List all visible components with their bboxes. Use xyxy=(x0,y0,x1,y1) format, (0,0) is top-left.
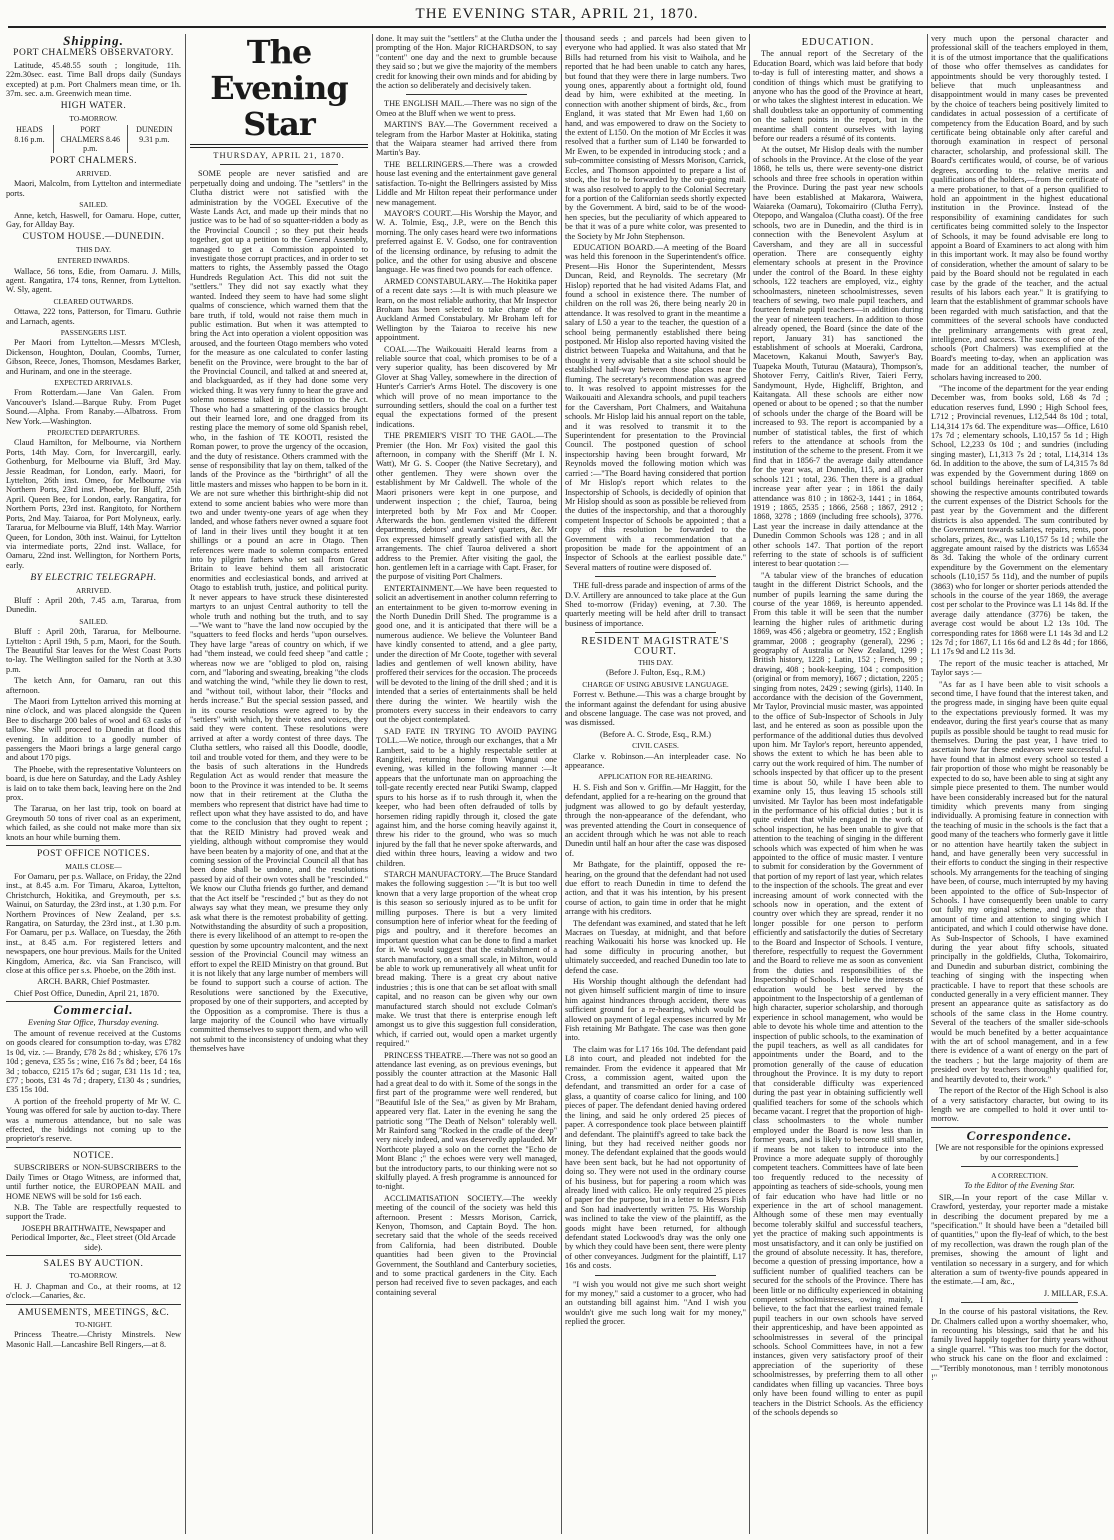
custom-house-heading: CUSTOM HOUSE.—DUNEDIN. xyxy=(22,232,165,243)
passengers-text: Per Maori from Lyttelton.—Messrs M'Clesh, Dickenson, Houghton, Doulan, Coombs, Turner, Gibson, Reece, Jones, Thomson, Mesdames Barker, and Hurinam, and one in the steerage. xyxy=(6,338,181,376)
education-p2: At the outset, Mr Hislop deals with the number of schools in the Province. At the close of the year 1868, he tells us, there were seventy-one district schools and three free schools in operation within the Province. During the past year new schools have been established at Makarora, Waiwera, Waiareka (Oamaru), Tokomairiro (Clutha Ferry), Otepopo, and Wangaloa (Clutha coast). Of the free schools, two are in Dunedin, and the third is in connection with the Benevolent Asylum at Caversham, and they are all in successful operation. There are consequently eighty elementary schools at present in the Province under the control of the Board. In these eighty schools, 122 teachers are employed, viz., eighty schoolmasters, nineteen schoolmistresses, seven teachers of sewing, two male pupil teachers, and fourteen female pupil teachers—in addition during the year of nineteen teachers. In addition to those already opened, the Board (since the date of the report, January 31) has sanctioned the establishment of schools at Moeraki, Cardrona, Macetown, Kakanui Mouth, Sawyer's Bay, Tuapeka Mouth, Tuturau (Mataura), Thompson's, Shotover Ferry, Caitlin's River, Taieri Ferry, Sandymount, Hyde, Highcliff, Brighton, and Kaitangata. All these schools are either now opened or about to be opened ; so that the number of schools under the charge of the Board will be increased to 93. The report is accompanied by a number of statistical tables, the first of which refers to the attendance at schools from the institution of the scheme to the present. From it we find that in 1856-7 the average daily attendance for the year was, at Dunedin, 115, and all other schools 121 ; total, 236. Then there is a gradual increase year after year ; in 1861 the daily attendance was 810 ; in 1862-3, 1441 ; in 1864, 1919 ; 1865, 2535 ; 1866, 2568 ; 1867, 2912 ; 1868, 3278 ; 1869 (including free schools), 3776. Last year the increase in daily attendance at the Dunedin Common Schools was 128 ; and in all other schools 147. That portion of the report referring to the state of schools is of sufficient interest to bear quotation :— xyxy=(753,145,923,569)
post-signature: ARCH. BARR, Chief Postmaster. xyxy=(37,977,150,987)
court-case-1: Forrest v. Bethune.—This was a charge brought by the informant against the defendant for using abusive and obscene language. The case was not proved, and was dismissed. xyxy=(565,690,746,728)
rehearing-label: APPLICATION FOR RE-HEARING. xyxy=(598,772,713,782)
court-day: THIS DAY. xyxy=(637,658,673,667)
phoebe-text: The Phoebe, with the representative Volunteers on board, is due here on Saturday, and the Lady Ashley is laid on to take them back, leaving here on the 2nd prox. xyxy=(6,764,181,803)
tide-port-chalmers: PORT CHALMERS 8.46 p.m. xyxy=(54,125,128,153)
education-rector: The report of the Rector of the High School is also of a very satisfactory character, but owing to its length we are compelled to hold it over until to-morrow. xyxy=(931,1086,1108,1124)
notice-signature: JOSEPH BRAITHWAITE, Newspaper and Periodical Importer, &c., Fleet street (Old Arcade side). xyxy=(11,1223,176,1252)
divider xyxy=(961,1166,1078,1167)
news-coal: COAL.—The Waikouaiti Herald learns from a reliable source that coal, which promises to be of a very superior quality, has been discovered by Mr Glover at Shag Valley, somewhere in the direction of Hunter's Carrier's Arms Hotel. The discovery is one which will prove of no mean importance to the surrounding settlers, should the coal on a further test equal the expectations formed of the present indications. xyxy=(376,344,557,429)
leader-article: SOME people are never satisfied and are perpetually doing and undoing. The "settlers" in the Clutha district were not satisfied with the administration by the VOGEL Executive of the Waste Lands Act, and made up their minds that no justice was to be had of so squatter-ridden a body as the Provincial Council ; so they put their heads together, got up a petition to the General Assembly, managed to get a Commission appointed to investigate those corrupt practices, and in order to set matters to rights, the Assembly passed the Otago Hundreds Regulation Act. This did not suit the "settlers." They did not say exactly what they wanted. Indeed they seem to have had some slight qualms of conscience, which warned them that the bare truth, if told, would not raise them much in public estimation. But when it was attempted to bring the Act into operation a violent opposition was aroused, and the fourteen Otago members who voted for the measure as one calculated to confer lasting benefit on the Province, were brought to the bar of the Provincial Council, and talked at and sneered at, and blackguarded, as if they had done some very wicked thing. It was very funny to hear the grave and solemn nonsense talked in opposition to the Act. Those who had a smattering of the classics brought out their learned lore, and one dragged from its resting place the memory of some old Spanish rebel, who, in the fashion of TE KOOTI, resisted the Roman power, to prove the urgency of the occasion, and the duty of resistance. Others crammed with the sense of responsibility that lay on them, talked of the lands of the Province as the "birthright" of all the little masters and misses who happen to be born in it. We are not sure whether this birthright-ship did not extend to some ancient babies who were more than two and under twenty-one years of age when they landed, and whose fathers never owned a square foot of land in their lives until they bought it at ten shillings or a pound an acre in Otago. Then references were made to solemn compacts entered into by pilgrim fathers who set sail from Great Britain to leave behind them all aristocratic enormities and ecclesiastical bonds, and arrived at Otago to establish truth, justice, and political purity. It never appears to have struck these disinterested martyrs to an unjust Central authority to tell the whole truth and nothing but the truth, and to say—"We want to "have the land now occupied by the "squatters to feed flocks and herds "upon ourselves. They have large "areas of country on which, if we had "them instead, we could feed sheep "and cattle ; whereas now we are "obliged to plod on, raising corn, and "laboring and sweating, breaking "the clods and watching the wind, "while they lie down to rest, and "without toil, without labor, their "flocks and herds increase." But the special session passed, and in its course resolutions were agreed to by the "settlers" with which, by their votes and voices, they said they were content. These resolutions were arrived at after a wordy contest of three days. The Clutha settlers, who raised all this Doodle, doodle, toil and trouble voted for them, and they were to be the basis of such alterations in the Hundreds Regulation Act as would render that measure the boon to the Province it was intended to be. It seems now that in their retirement at the Clutha the members who represent that district have had time to reflect upon what they have assisted to do, and have come to the conclusion that they ought to repent ; that the REID Ministry had proved weak and yielding, although without compromise they would have been beaten by a majority of one, and that at the coming session of the Provincial Council all that has been done shall be undone, and the resolutions passed by aid of their own votes shall be "rescinded." We know our Clutha friends go further, and demand that the Act itself be "rescinded ;" but as they do not always say what they mean, we presume they only ask what there is the remotest probability of getting. Notwithstanding the absurdity of such a proposition, there is every likelihood of an attempt to re-open the question by some upcountry malcontent, and the next session of the Provincial Council may witness an effort to expel the REID Ministry on that ground. But it is not likely that any large number of members will be found to support such a course of action. The Resolutions were sanctioned by the Executive, proposed by one of their supporters, and accepted by the Opposition as a compromise. There is thus a large majority of the Council who have virtually committed themselves to support them, and who will not submit to the inconsistency of undoing what they themselves have xyxy=(190,169,368,1054)
projected-text: Claud Hamilton, for Melbourne, via Northern Ports, 14th May. Corn, for Invercargill, early. Gothenburg, for Melbourne via Bluff, 3rd May. Jessie Readman, for London, early. Maori, for Lyttelton, 26th inst. Omeo, for Melbourne via Northern Ports, 23rd inst. Phoebe, for Bluff, 25th April. Queen Bee, for London, early. Rangatira, for Northern Ports, 23rd inst. Rangitoto, for Northern Ports, 2nd May. Taiaroa, for Port Molyneux, early. Tararua, for Melbourne via Bluff, 14th May. Warrior Queen, for London, 30th inst. Wainui, for Lyttelton via intermediate ports, 22nd inst. Wallace, for Oamaru, 22nd inst. Wellington, for Northern Ports, early. xyxy=(6,438,181,570)
court-case-2: Clarke v. Robinson.—An interpleader case. No appearance. xyxy=(565,751,746,771)
column-board-court xyxy=(565,34,746,1534)
education-p3: "A tabular view of the branches of education taught in the different District Schools, and the number of pupils learning the same during the course of the year 1869, is hereunto appended. From this table it will be seen that the number learning the higher rules of arithmetic during 1869, was 456 ; algebra or geometry, 152 ; English grammar, 2008 ; geography (general), 2296 ; geography of Australia or New Zealand, 1299 ; British history, 1228 ; Latin, 152 ; French, 99 ; drawing, 408 ; book-keeping, 104 ; composition (original or from memory), 1667 ; dictation, 2205 ; singing from notes, 2429 ; sewing (girls), 1140. In accordance with the decision of the Government, Mr Taylor, Provincial music master, was appointed to the office of Sub-Inspector of Schools in July last, and he entered as soon as possible upon the performance of the additional duties thus devolved upon him. Mr Taylor's report, hereunto appended, shows the extent to which he has been able to carry out the work required of him. The number of schools inspected by that officer up to the present time is about 50, while I have been able to examine only 15, thus leaving 15 schools still unvisited. Mr Taylor has been most indefatigable in the performance of his official duties ; but it is quite evident that while engaged in the work of school inspection, he has been unable to give that attention to the teaching of singing in the different schools which was expected of him when he was appointed to the office of music master. I venture to submit for consideration by the Government of that portion of my report of last year, which relates to the inspection of the schools. The great and ever increasing amount of work connected with the schools now in operation, and the extent of country over which they are spread, render it no longer possible for one person to perform efficiently and satisfactorily the duties of Secretary to the Board and Inspector of Schools. I venture, therefore, respectfully to request the Government and the Board to relieve me as soon as convenient from the duties and responsibilities of the Inspectorship of Schools. I believe the interests of education would be best served by the appointment to the Inspectorship of a gentleman of high character, superior scholarship, and thorough experience in school management, who would be able to devote his whole time and attention to the inspection of public schools, to the examination of the pupil teachers, as well as all candidates for appointments under the Board, and to the promotion generally of the cause of education throughout the Province. It is my duty to report that considerable difficulty was experienced during the past year in obtaining sufficiently well qualified teachers for some of the schools which became vacant. I regret that the proportion of high-class schoolmasters to the whole number employed under the Board is now less than in former years, and is likely to become still smaller, if means be not taken to introduce into the Province a more adequate supply of thoroughly competent teachers. Committees have of late been too frequently reduced to the necessity of appointing as teachers of side-schools, young men of fair education who have had little or no experience in the art of school management. Although some of these men may eventually become tolerably skilful and successful teachers, yet the practice of making such appointments is most unsatisfactory, and it can only be justified on the ground of absolute necessity. It has, therefore, become a question of pressing importance, how a sufficient number of qualified teachers can be secured for the schools of the Province. There has been little or no difficulty experienced in obtaining competent schoolmistresses, owing mainly, I believe, to the fact that the earliest trained female pupil teachers in our own schools have served their apprenticeship, and have been appointed as schoolmistresses in several of the principal schools. School Committees have, in not a few instances, given very satisfactory proof of their appreciation of the superiority of these schoolmistresses, by preferring them to all other candidates when filling up vacancies. Three boys only have been found willing to enter as pupil teachers in the District Schools. As the efficiency of the schools depends so xyxy=(753,570,923,1417)
commercial-heading: Commercial. xyxy=(53,1002,134,1018)
court-before-1: (Before J. Fulton, Esq., R.M.) xyxy=(605,668,706,678)
education-continuation: very much upon the personal character and professional skill of the teachers employed in them, it is of the utmost importance that the qualifications of those who offer themselves as candidates for appointments should be very thoroughly tested. I believe that much unpleasantness and disappointment would in many cases be prevented by the choice of teachers being positively limited to candidates in actual possession of a certificate of competency from the Education Board, and by such certificate being obtainable only after careful and thorough examination in respect of personal character, scholarship, and professional skill. The Board's certificates would, of course, be of various degrees, according to the relative merits and qualifications of the holders,—from the certificate of a mere probationer, to that of a person qualified to hold an appointment in the highest educational institution in the Province. Instead of the responsibility of examining candidates for such certificates being committed solely to the Inspector of Schools, it may be found advisable ere long to appoint a Board of Examiners to act along with him in this important work. It may also be found worthy of consideration, whether the amount of salary to be paid by the Board should not be regulated in each case by the grade of the teacher, and the actual results of his labors each year." It is gratifying to learn that the establishment of grammar schools have been regarded with much satisfaction, and that the committees of the several schools have conducted the preliminary arrangements with great zeal, intelligence, and success. The success of one of the schools (Port Chalmers) was exemplified at the Board's meeting to-day, when an application was made for an additional teacher, the number of scholars having increased to 200. xyxy=(931,34,1108,382)
news-english-mail: THE ENGLISH MAIL.—There was no sign of the Omeo at the Bluff when we went to press. xyxy=(376,99,557,118)
auction-tomorrow-label: TO-MORROW. xyxy=(69,1271,118,1281)
leader-continuation: done. It may suit the "settlers" at the Clutha under the prompting of the Hon. Major RICHARDSON, to say "content" one day and the next to grumble because they said so ; but we give the majority of the members credit for knowing their own minds and for abiding by the action so deliberately and decisively taken. xyxy=(376,34,557,91)
divider xyxy=(595,1275,716,1276)
news-martins-bay: MARTIN'S BAY.—The Government received a telegram from the Harbor Master at Hokitika, stating that the Waipara steamer had arrived there from Martin's Bay. xyxy=(376,120,557,158)
projected-label: PROJECTED DEPARTURES. xyxy=(47,428,140,438)
logo-rule xyxy=(190,144,368,148)
leader-dateline: THURSDAY, APRIL 21, 1870. xyxy=(213,150,345,160)
ketch-text: The ketch Ann, for Oamaru, ran out this afternoon. xyxy=(6,676,181,695)
grocer-anecdote: "I wish you would not give me such short weight for my money," said a customer to a grocer, who had an outstanding bill against him. "And I wish you wouldn't give me such long wait for my money," replied the grocer. xyxy=(565,1279,746,1327)
shipping-heading: Shipping. xyxy=(63,34,124,48)
newspaper-header-title: THE EVENING STAR, APRIL 21, 1870. xyxy=(415,6,699,22)
news-premier-visit: THE PREMIER'S VISIT TO THE GAOL.—The Premier (the Hon. Mr Fox) visited the gaol this afternoon, in company with the Sheriff (Mr I. N. Watt), Mr G. S. Cooper (the Native Secretary), and other gentlemen. They were shown over the establishment by Mr Caldwell. The whole of the Maori prisoners were kept in one purpose, and underwent inspection ; the chief, Tauroa, being interpreted both by Mr Fox and Mr Cooper. Afterwards the hon. gentlemen visited the different departments, debtors' and warders' quarters, &c. Mr Fox expressed himself greatly satisfied with all the arrangements. The chief Tauroa delivered a short address to the Premier. After visiting the gaol, the hon. gentlemen left in a carriage with Capt. Fraser, for the purpose of visiting Port Chalmers. xyxy=(376,431,557,582)
divider xyxy=(6,845,181,846)
court-case-5: The defendant was examined, and stated that he left Macraes on Tuesday, at midnight, and that before reaching Waikouaiti his horse was knocked up. He had some difficulty in procuring another, but ultimately succeeded, and reached Dunedin too late to defend the case. xyxy=(565,918,746,975)
divider xyxy=(6,1255,181,1256)
entered-label: ENTERED INWARDS. xyxy=(57,256,130,266)
auction-text: H. J. Chapman and Co., at their rooms, at 12 o'clock.—Canaries, &c. xyxy=(6,1281,181,1301)
divider xyxy=(6,1304,181,1305)
education-p1: The annual report of the Secretary of the Education Board, which was laid before that body to-day is full of interesting matter, and shows a condition of things which must be gratifying to anyone who has the good of the Province at heart, or who takes the slightest interest in education. We shall doubtless take an opportunity of commenting on the salient points in the report, but in the meantime shall content ourselves with laying before our readers a résumé of its contents. xyxy=(753,49,923,144)
observatory-heading: PORT CHALMERS OBSERVATORY. xyxy=(13,48,174,59)
correction-letter: SIR,—In your report of the case Millar v. Crawford, yesterday, your reporter made a mistake in describing the document prepared by me a "specification." It should have been a "detailed bill of quantities," upon the fly-leaf of which, to the best of my recollection, was drawn the rough plan of the premises, showing the amount of light and ventilation so necessary in a surgery, and for which alteration a sum of twenty-five pounds appeared in the estimate.—I am, &c., xyxy=(931,1192,1108,1287)
column-shipping xyxy=(6,34,181,1534)
post-office-heading: POST OFFICE NOTICES. xyxy=(36,849,151,860)
telegraph-heading: BY ELECTRIC TELEGRAPH. xyxy=(30,573,157,584)
news-toll: SAD FATE IN TRYING TO AVOID PAYING TOLL.—We notice, through our exchanges, that a Mr Lambert, said to be a highly respectable settler at Rangitikei, returning home from Wanganui one evening, was killed in the following manner :—It appears that the unfortunate man on approaching the toll-gate recently erected near Putiki Swamp, clapped spurs to his horse as if to rush through it, when the keeper, who had been often defrauded of tolls by horsemen riding rapidly through it, closed the gate against him, and the horse coming heavily against it, threw his rider to the ground, who was so much injured by the fall that he never spoke afterwards, and died within three hours, leaving a widow and two children. xyxy=(376,726,557,868)
news-princess-theatre: PRINCESS THEATRE.—There was not so good an attendance last evening, as on previous evenings, but possibly the counter attraction at the Masonic Hall had a great deal to do with it. Some of the songs in the first part of the programme were well rendered, but "Beautiful Isle of the Sea," as given by Mr Braham, appeared very flat. Later in the evening he sang the patriotic song "The Death of Nelson" tolerably well. Mr Rainford sang "Rocked in the cradle of the deep" very nicely indeed, and was deservedly applauded. Mr Northcote played a solo on the cornet the "Echo de Mont Blanc ;" the echoes were very well managed, but the introductory parts, to our thinking were not so skilfully played. A fresh programme is announced for to-night. xyxy=(376,1050,557,1192)
education-income: "The income of the department for the year ending December was, from books sold, L68 4s 7d ; education reserves fund, L990 ; High School fees, L712 ; Provincial revenues, L12,544 8s 10d ; total, L14,314 17s 6d. The expenditure was—Office, L610 17s 7d ; elementary schools, L10,157 5s 1d ; High School, L2,233 0s 10d ; and sundries (including singing master), L1,313 7s 2d ; total, L14,314 13s 6d. In addition to the above, the sum of L4,315 7s 8d was expended by the Government during 1869 on school buildings hereinafter specified. A table showing the respective amounts contributed towards the current expenses of the District Schools for the past year by the Government and the different districts is also appended. The sum contributed by the Government towards salaries, repairs, rents, poor scholars, prizes, &c., was L10,157 5s 1d ; while the aggregate amount raised by the districts was L6534 8s 3d. Taking the whole of the ordinary current expenditure by the Government on the elementary schools (L10,157 5s 11d), and the number of pupils (3863) who for longer or shorter periods attended the schools in the course of the year 1869, the average cost per scholar to the Province was L1 14s 8d. If the average daily attendance (3776) be taken, the average cost would be about L2 13s 10d. The corresponding rates for 1868 were L1 14s 3d and L2 12s 7d ; for 1867, L1 16s 6d and L2 8s 4d ; for 1866, L1 17s 9d and L2 11s 3d. xyxy=(931,384,1108,657)
amusements-text: Princess Theatre.—Christy Minstrels. New Masonic Hall.—Lancashire Bell Ringers,—at 8. xyxy=(6,1330,181,1349)
post-text: For Oamaru, per p.s. Wallace, on Friday, the 22nd inst., at 8.45 a.m. For Timaru, Akaroa, Lyttelton, Christchurch, Hokitika, and Greymouth, per s.s. Wainui, on Saturday, the 23rd inst., at 1.30 p.m. For Northern Provinces of New Zealand, per s.s. Rangatira, on Saturday, the 23rd inst., at 1.30 p.m. For Oamaru, per p.s. Wallace, on Tuesday, the 26th inst., at 8.45 a.m. For registered letters and newspapers, one hour previous. Mails for the United Kingdom, America, &c. via San Francisco, will close at this office per s.s. Phoebe, on the 28th inst. xyxy=(6,871,181,975)
court-charge: CHARGE OF USING ABUSIVE LANGUAGE. xyxy=(582,679,729,689)
observatory-text: Latitude, 45.48.55 south ; longitude, 11h. 22m.30sec. east. Time Ball drops daily (Sundays excepted) at p.m. Port Chalmers mean time, or 1h. 37m. sec. a.m. Greenwich mean time. xyxy=(6,60,181,99)
expected-label: EXPECTED ARRIVALS. xyxy=(54,378,133,387)
high-water-heading: HIGH WATER. xyxy=(60,101,127,112)
correction-to-editor: To the Editor of the Evening Star. xyxy=(964,1181,1075,1191)
divider xyxy=(595,576,716,577)
commercial-dateline: Evening Star Office, Thursday evening. xyxy=(28,1017,159,1027)
tide-heads: HEADS 8.16 p.m. xyxy=(6,125,54,153)
tomorrow-label: TO-MORROW. xyxy=(69,113,118,123)
news-entertainment: ENTERTAINMENT.—We have been requested to solicit an advertisement in another column referring to an entertainment to be given to-morrow evening in the North Dunedin Drill Shed. The programme is a good one, and it is anticipated that there will be a numerous audience. We believe the Volunteer Band have kindly consented to attend, and a glee party, under the direction of Mr Coote, together with several ladies and gentlemen of well known ability, have proffered their services for the occasion. The proceeds will be devoted to the lining of the drill shed ; and it is intended that a series of entertainments shall be held there during the winter. We heartily wish the promoters every success in their endeavors to carry out the object contemplated. xyxy=(376,583,557,725)
mails-close-label: MAILS CLOSE— xyxy=(65,861,122,871)
divider xyxy=(406,94,527,95)
education-music-report: "As far as I have been able to visit schools a second time, I have found that the interest taken, and the progress made, in singing have been quite equal to the expectations previously formed. It was my endeavor, during the first year's course that as many pupils as possible should be taught to read music for themselves. During the past year, I have tried to ascertain how far these endeavors were successful. I have found that in almost every school so tested a fair proportion of those who might be reasonably be expected to do so, have been able to sing at sight any simple piece presented to them. The number would have been considerably increased but for the natural timidity which prevents many from singing individually. A promising feature in connection with the teaching of music in the schools is the fact that a good many of the teachers who formerly gave it little or no attention have heartily taken the subject in hand, and have generally been very successful in their efforts to conduct the singing in their respective schools. My arrangements for the teaching of singing have been, of course, much interrupted by my having been appointed to the office of Sub-Inspector of Schools. I have consequently been unable to carry out fully my original scheme, and to give that amount of time and attention to singing which I anticipated, and which I could otherwise have done. As Sub-Inspector of Schools, I have examined during the year about fifty schools, situated principally in the goldfields, Clutha, Tokomairiro, and Dunedin and suburban district, combining the teaching of singing with the inspecting when practicable. I have to report that these schools are conducted generally in a very efficient manner. They present an appearance quite as satisfactory as do schools of the same class in the Home country. Several of the teachers of the smaller side-schools would be much benefited by a better acquaintance with the art of school management, and in a few there is evidence of a want of energy on the part of the teachers ; but the large majority of them are presided over by teachers thoroughly qualified for, and heartily devoted to, their work." xyxy=(931,679,1108,1084)
column-education xyxy=(753,34,923,1534)
column-divider xyxy=(561,34,562,1534)
notice-text: SUBSCRIBERS or NON-SUBSCRIBERS to the Daily Times or Otago Witness, are informed that, until further notice, the EUROPEAN MAIL and HOME NEWS will be sold for 1s6 each. xyxy=(6,1163,181,1201)
correspondence-heading: Correspondence. xyxy=(966,1127,1073,1143)
news-armed-constabulary: ARMED CONSTABULARY.—The Hokitika paper of a recent date says :—It is with much pleasure we learn, on the most reliable authority, that Mr Inspector Broham has been selected to take charge of the Auckland Armed Constabulary. Mr Broham left for Wellington by the Taiaroa to receive his new appointment. xyxy=(376,276,557,343)
news-education-board: EDUCATION BOARD.—A meeting of the Board was held this forenoon in the Superintendent's office. Present—His Honor the Superintendent, Messrs Duncan, Reid, and Reynolds. The secretary (Mr Hislop) reported that he had visited Adams Flat, and found a school in existence there. The number of children on the roll was 26, there being nearly 20 in attendance. It was resolved to grant in the meantime a salary of L50 a year to the teacher, the question of a school being permanently established there being postponed. Mr Hislop also reported having visited the district between Tuapeka and Waitahuna, and that he thought it very advisable that a site school should be established half-way between those places near the fluming. The secretary's recommendation was agreed to. It was resolved to appoint mistresses for the Waikouaiti and Alexandra schools, and pupil teachers for the Caversham, Port Chalmers, and Waitahuna schools. Mr Hislop laid his annual report on the table, and it was resolved to transmit it to the Superintendent for presentation to the Provincial Council. The postponed question of school inspectorship having been brought forward, Mr Reynolds moved the following motion which was carried :—"The Board having considered that portion of Mr Hislop's report which relates to the Inspectorship of Schools, is decidedly of opinion that Mr Hislop should as soon as possible be relieved from the duties of the inspectorship, and that a thoroughly competent Inspector of Schools be appointed ; that a copy of this resolution be forwarded to the Government with a recommendation that a proposition be made for the appointment of an Inspector of Schools at the earliest possible date." Several matters of routine were disposed of. xyxy=(565,242,746,572)
commercial-text: The amount of revenue received at the Customs on goods cleared for consumption to-day, was £782 1s 0d, viz. :— Brandy, £78 2s 8d ; whiskey, £76 17s 10d ; geneva, £35 5s ; wine, £16 7s 8d ; beer, £4 16s 3d ; tobacco, £215 17s 6d ; sugar, £31 11s 1d ; tea, £77 ; boots, £31 4s 7d ; drapery, £130 4s ; sundries, £35 15s 10d. xyxy=(6,1029,181,1095)
news-acclimatisation: ACCLIMATISATION SOCIETY.—The weekly meeting of the council of the society was held this afternoon. Present : Messrs Morison, Carrick, Kenyon, Thomson, and Captain Boyd. The hon. secretary said that the whole of the seeds received from California, had been distributed. Double quantities had been given to the Provincial Government, the Southland and Canterbury societies, and to some practical gardeners in the City. Each person had received five to seven packages, and each containing several xyxy=(376,1193,557,1297)
tel-arrived-label: ARRIVED. xyxy=(75,585,112,595)
correction-title: A CORRECTION. xyxy=(991,1170,1048,1180)
tel-arrived-text: Bluff : April 20th, 7.45 a.m, Tararua, from Dunedin. xyxy=(6,595,181,615)
header-rule xyxy=(8,26,1106,28)
notice-text-2: N.B. The Table are respectfully requested to support the Trade. xyxy=(6,1202,181,1222)
acclimatisation-continuation: thousand seeds ; and parcels had been given to everyone who had applied. It was also stated that Mr Bills had returned from his visit to Waihola, and he reported that he had been unable to catch any hares, but found that they were there in large numbers. Two young ones, apparently about a fortnight old, found dead by him, were exhibited at the meeting. In connection with another shipment of birds, &c., from England, it was stated that Mr Ewen had 1,60 on hand, and was empowered to draw on the Society to the extent of L150. On the motion of Mr Eccles it was resolved that a further sum of L140 be forwarded to Mr Ewen, to be expended in introducing stock ; and a sub-committee consisting of Messrs Morison, Carrick, Eccles, and Thomson appointed to prepare a list of stock, the list to be forwarded by the out-going mail. It was also resolved to apply to the Colonial Secretary for a portion of the Californian seeds shortly expected by the Government. A bird, said to be of the wood-hen species, but the peculiarity of which appeared to be that it was of a pure white color, was presented to the Society by Mr John Stephenson. xyxy=(565,34,746,241)
passengers-label: PASSENGERS LIST. xyxy=(60,327,127,337)
court-case-6: His Worship thought although the defendant had not given himself sufficient margin of time to insure him against hindrances through accident, there was sufficient ground for a re-hearing, which would be allowed on payment of legal expenses incurred by Mr Fish retaining Mr Bathgate. The case was then gone into. xyxy=(565,977,746,1043)
divider xyxy=(220,164,338,165)
commercial-text-2: A portion of the freehold property of Mr W. C. Young was offered for sale by auction to-day. There was a numerous attendance, but no sale was effected, the biddings not coming up to the proprietor's reserve. xyxy=(6,1096,181,1144)
tel-sailed-text: Bluff : April 20th, Tararua, for Melbourne. Lyttelton : April 19th, 5 p.m, Maori, for the South. The Beautiful Star leaves for the West Coast Ports to-lay. The Wellington sailed for the North at 3.30 p.m. xyxy=(6,627,181,674)
news-bellringers: THE BELLRINGERS.—There was a crowded house last evening and the entertainment gave general satisfaction. To-night the Bellringers assisted by Miss Liddle and Mr Hilton repeat their performance under new management. xyxy=(376,159,557,207)
tel-sailed-label: SAILED. xyxy=(79,616,108,626)
sailed-label: SAILED. xyxy=(79,200,108,210)
court-heading: RESIDENT MAGISTRATE'S COURT. xyxy=(581,636,730,657)
masthead xyxy=(0,0,1114,28)
tonight-label: TO-NIGHT. xyxy=(74,1319,112,1329)
column-divider xyxy=(185,34,186,1534)
column-divider xyxy=(749,34,750,1534)
column-leader xyxy=(190,34,368,1534)
maori-text: The Maori from Lyttelton arrived this morning at nine o'clock, and was placed alongside the Queen Bee to discharge 200 bales of wool and 63 casks of tallow. She will proceed to Dunedin at flood this evening. In addition to a goodly number of passengers the Maori brings a large general cargo and about 170 pigs. xyxy=(6,697,181,763)
cleared-text: Ottawa, 222 tons, Patterson, for Timaru. Guthrie and Larnach, agents. xyxy=(6,307,181,326)
chalmers-anecdote: In the course of his pastoral visitations, the Rev. Dr. Chalmers called upon a worthy shoemaker, who, in recounting his blessings, said that he and his family lived happily together for thirty years without a single quarrel. "This was too much for the doctor, who struck his cane on the floor and exclaimed :—"Terribly monotonous, man ! terribly monotonous !" xyxy=(931,1307,1108,1383)
divider xyxy=(595,632,716,633)
post-signature-2: Chief Post Office, Dunedin, April 21, 1870. xyxy=(14,988,160,998)
education-heading: EDUCATION. xyxy=(801,37,875,48)
correction-signature: J. MILLAR, F.S.A. xyxy=(1043,1288,1108,1298)
court-case-3: H. S. Fish and Son v. Griffin.—Mr Haggitt, for the defendant, applied for a re-hearing on the ground that judgment was allowed to go by default yesterday, through the non-appearance of the defendant, who was prevented attending the Court in consequence of an accident through which he was not able to reach Dunedin until half an hour after the case was disposed of. xyxy=(565,782,746,858)
correspondence-note: [We are not responsible for the opinions expressed by our correspondents.] xyxy=(935,1143,1104,1162)
court-case-4: Mr Bathgate, for the plaintiff, opposed the re-hearing, on the ground that the defendant had not used due effort to reach Dunedin in time to defend the action, and that it was his intention, by his present course of action, to gain time in order that he might arrange with his creditors. xyxy=(565,860,746,917)
civil-cases-label: CIVIL CASES. xyxy=(632,741,679,751)
divider xyxy=(6,1147,181,1148)
court-before-2: (Before A. C. Strode, Esq., R.M.) xyxy=(599,729,712,739)
arrived-text: Maori, Malcolm, from Lyttelton and intermediate ports. xyxy=(6,179,181,198)
entered-text: Wallace, 56 tons, Edie, from Oamaru. J. Mills, agent. Rangatira, 174 tons, Renner, from Lyttelton. W. Sly, agent. xyxy=(6,266,181,295)
column-divider xyxy=(927,34,928,1534)
this-day-label: THIS DAY. xyxy=(75,244,111,254)
news-mayors-court: MAYOR'S COURT.—His Worship the Mayor, and W. A. Tolmie, Esq., J.P., were on the Bench this morning. The only cases heard were two informations preferred against E. V. Godso, one for contravention of the licensing ordinance, by refusing to admit the police, and the other for using abusive and obscene language. He was fined two pounds for each offence. xyxy=(376,208,557,275)
column-education-correspondence xyxy=(931,34,1108,1534)
education-music-intro: The report of the music teacher is attached, Mr Taylor says :— xyxy=(931,658,1108,678)
newspaper-logo: The Evening Star xyxy=(210,34,348,143)
notice-heading: NOTICE. xyxy=(73,1150,114,1161)
expected-text: From Rotterdam.—Jane Van Galen. From Vancouver's Island.—Barque Ruby. From Puget Sound.—Alpha. From Ranaby.—Albatross. From New York.—Washington. xyxy=(6,388,181,426)
court-case-7: The claim was for L17 16s 10d. The defendant paid L8 into court, and pleaded not indebted for the remainder. From the evidence it appeared that Mr Cross, a commission agent, waited upon the defendant, and transmitted an order for a case of glass, a quantity of coarse calico for lining, and 100 pieces of paper. The defendant denied having ordered the lining, and said he only ordered 25 pieces of paper. A correspondence took place between plaintiff and defendant. The plaintiff's agreed to take back the lining, but they had received neither goods nor money. The defendant explained that the goods would have been sent back, but he had not opportunity of doing so. They were not used in the ordinary course of his business, but for papering a room which was already lined with calico. He only required 25 pieces of paper for the purpose, but in a letter to Messrs Fish and Son had inadvertently written 75. His Worship was inclined to take the view of the plaintiff, as the goods might have been returned, for although defendant stated Lockwood's dray was the only one by which they could have been sent, there were plenty of other conveyances. Judgment for the plaintiff, L17 16s and costs. xyxy=(565,1044,746,1271)
auction-heading: SALES BY AUCTION. xyxy=(43,1258,144,1269)
tide-dunedin: DUNEDIN 9.31 p.m. xyxy=(136,125,173,144)
tide-table xyxy=(6,125,181,153)
port-chalmers-heading: PORT CHALMERS. xyxy=(49,156,138,167)
column-divider xyxy=(372,34,373,1534)
news-artillery: THE full-dress parade and inspection of arms of the D.V. Artillery are announced to take place at the Gun Shed to-morrow (Friday) evening, at 7.30. The quarterly meeting will be held after drill to transact business of importance. xyxy=(565,581,746,628)
column-local-news xyxy=(376,34,557,1534)
tararua-text: The Tararua, on her last trip, took on board at Greymouth 50 tons of river coal as an experiment, which failed, as she could not make more than six knots an hour while burning them. xyxy=(6,804,181,842)
divider xyxy=(961,1302,1078,1303)
news-starch: STARCH MANUFACTORY.—The Bruce Standard makes the following suggestion :—"It is but too well known that a very large proportion of the wheat crop is this season so seriously injured as to be unfit for milling purposes. There is but a very limited consumption here of inferior wheat for the feeding of pigs and poultry, and it therefore becomes an important question what can be done to find a market for it. We would suggest that the establishment of a starch manufactory, on a small scale, in Milton, would be able to work up remuneratively all wheat unfit for bread making. There is a great cry about native industries ; this is one that can be set afloat with small capital, and no reason can be given why our own manufactured starch should not exclude Colman's make. We trust that there is enterprise enough left amongst us to give this suggestion full consideration, which, if carried out, would open a market urgently required." xyxy=(376,869,557,1049)
sailed-text: Anne, ketch, Haswell, for Oamaru. Hope, cutter, Gay, for Allday Bay. xyxy=(6,210,181,229)
amusements-heading: AMUSEMENTS, MEETINGS, &C. xyxy=(17,1307,170,1318)
cleared-label: CLEARED OUTWARDS. xyxy=(53,296,134,306)
arrived-label: ARRIVED. xyxy=(75,168,112,178)
